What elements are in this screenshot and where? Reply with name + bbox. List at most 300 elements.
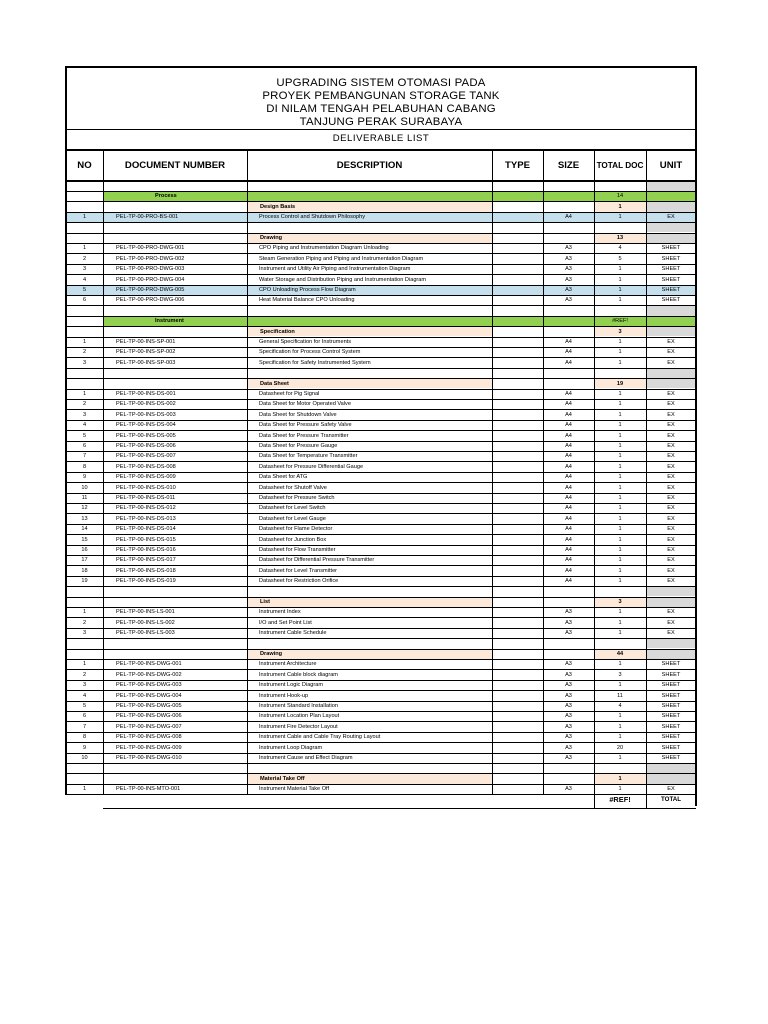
group-band (492, 317, 543, 326)
grid-line (65, 617, 696, 618)
row-description: Instrument Hook-up (259, 692, 309, 699)
row-total: 3 (618, 671, 622, 678)
subgroup-total: 19 (616, 380, 624, 387)
grid-line (65, 659, 696, 660)
row-no: 15 (81, 536, 88, 543)
row-size: A4 (565, 339, 572, 345)
row-description: Water Storage and Distribution Piping and Instrumentation Diagram (259, 276, 427, 283)
row-description: I/O and Set Point List (259, 619, 312, 626)
row-size: A3 (565, 744, 572, 751)
row-total: 1 (618, 297, 622, 304)
row-document-number: PEL-TP-00-INS-SP-003 (116, 359, 176, 366)
row-no: 2 (82, 619, 87, 626)
title-line-1: UPGRADING SISTEM OTOMASI PADA (276, 77, 486, 89)
row-document-number: PEL-TP-00-INS-DS-010 (116, 484, 176, 491)
group-name: Instrument (155, 318, 184, 325)
grand-total-label: TOTAL (660, 796, 682, 803)
title-line-4: TANJUNG PERAK SURABAYA (299, 116, 463, 128)
row-description: Instrument Logic Diagram (259, 682, 324, 689)
row-total: 1 (618, 432, 622, 439)
row-description: Steam Generation Piping and Piping and Instrumentation Diagram (259, 255, 424, 262)
row-no: 11 (81, 495, 88, 501)
row-size: A4 (565, 422, 572, 429)
row-description: Datasheet for Restriction Orifice (259, 578, 339, 585)
row-unit: EX (667, 630, 675, 637)
row-size: A4 (565, 474, 572, 481)
row-no: 4 (82, 692, 87, 699)
row-unit: SHEET (661, 671, 681, 678)
grid-line (65, 149, 696, 151)
row-total: 1 (618, 495, 622, 501)
row-size: A3 (565, 703, 572, 709)
row-size: A3 (565, 723, 572, 730)
grid-line (65, 430, 696, 431)
row-size: A3 (565, 630, 572, 637)
row-size: A3 (565, 713, 572, 720)
row-description: Datasheet for Level Gauge (259, 515, 326, 522)
row-document-number: PEL-TP-00-INS-DS-014 (116, 526, 176, 533)
row-total: 1 (618, 287, 622, 293)
row-document-number: PEL-TP-00-INS-DS-016 (116, 547, 176, 553)
row-size: A4 (565, 453, 572, 460)
row-total: 1 (618, 619, 622, 626)
row-size: A4 (565, 349, 572, 356)
row-document-number: PEL-TP-00-INS-DS-018 (116, 567, 176, 574)
row-description: Datasheet for Pressure Differential Gauge (259, 463, 364, 470)
subgroup-total: 44 (616, 651, 624, 657)
row-unit: SHEET (661, 723, 681, 730)
grid-line (65, 493, 696, 494)
header-type: TYPE (504, 159, 531, 171)
row-no: 2 (82, 401, 87, 408)
grid-line (65, 576, 696, 577)
subgroup-total: 1 (618, 203, 622, 210)
row-no: 18 (81, 567, 88, 574)
grid-line (65, 607, 696, 608)
row-no: 1 (82, 609, 87, 616)
grid-line (65, 357, 696, 358)
row-no: 3 (82, 682, 87, 689)
row-description: Instrument Standard Installation (259, 703, 338, 709)
row-no: 6 (82, 713, 87, 720)
row-document-number: PEL-TP-00-INS-LS-001 (116, 609, 175, 616)
row-no: 10 (81, 484, 88, 491)
row-document-number: PEL-TP-00-INS-DS-003 (116, 411, 176, 418)
row-no: 1 (82, 786, 87, 793)
row-description: Specification for Safety Instrumented System (259, 359, 371, 366)
row-size: A4 (565, 557, 572, 564)
row-document-number: PEL-TP-00-INS-LS-002 (116, 619, 175, 626)
row-total: 1 (618, 630, 622, 637)
row-unit: SHEET (661, 661, 681, 668)
row-unit: EX (667, 484, 675, 491)
row-document-number: PEL-TP-00-INS-DS-006 (116, 443, 176, 449)
row-unit: SHEET (661, 703, 681, 709)
row-no: 14 (81, 526, 88, 533)
row-size: A3 (565, 266, 572, 273)
row-unit: EX (667, 567, 675, 574)
row-total: 1 (618, 734, 622, 741)
grid-line (65, 409, 696, 410)
row-size: A3 (565, 734, 572, 741)
subgroup-total: 1 (618, 775, 622, 782)
row-unit: SHEET (661, 245, 681, 252)
row-document-number: PEL-TP-00-INS-DWG-005 (116, 703, 182, 709)
grid-line (65, 337, 696, 338)
row-document-number: PEL-TP-00-INS-DS-008 (116, 463, 176, 470)
row-total: 1 (618, 391, 622, 397)
row-unit: EX (667, 578, 675, 585)
row-size: A4 (565, 443, 572, 449)
row-total: 1 (618, 422, 622, 429)
title-line-2: PROYEK PEMBANGUNAN STORAGE TANK (262, 90, 500, 102)
row-no: 5 (82, 703, 87, 709)
row-document-number: PEL-TP-00-INS-DWG-004 (116, 692, 182, 699)
row-unit: EX (667, 339, 675, 345)
header-total-doc: TOTAL DOC (596, 160, 644, 170)
row-total: 1 (618, 609, 622, 616)
row-total: 1 (618, 567, 622, 574)
row-document-number: PEL-TP-00-INS-DS-012 (116, 505, 176, 512)
row-document-number: PEL-TP-00-PRO-BS-001 (116, 214, 179, 221)
grid-line (65, 586, 696, 587)
row-unit: EX (667, 515, 675, 522)
row-no: 1 (82, 391, 87, 397)
grid-line (65, 773, 696, 774)
row-size: A4 (565, 401, 572, 408)
grid-line (65, 524, 696, 525)
grid-line (65, 534, 696, 535)
row-document-number: PEL-TP-00-PRO-DWG-003 (116, 266, 185, 273)
unit-shade (646, 650, 696, 659)
row-document-number: PEL-TP-00-INS-DS-015 (116, 536, 176, 543)
grid-line (65, 389, 696, 390)
row-description: Instrument Loop Diagram (259, 744, 323, 751)
row-unit: EX (667, 411, 675, 418)
grid-line (65, 597, 696, 598)
row-total: 1 (618, 557, 622, 564)
subgroup-name: Material Take Off (260, 775, 305, 782)
row-document-number: PEL-TP-00-INS-DS-009 (116, 474, 176, 481)
row-total: 1 (618, 359, 622, 366)
row-document-number: PEL-TP-00-INS-DWG-010 (116, 755, 182, 761)
row-description: Data Sheet for Pressure Transmitter (259, 432, 349, 439)
unit-shade (646, 234, 696, 243)
row-size: A3 (565, 786, 572, 793)
row-no: 1 (82, 339, 87, 345)
row-no: 7 (82, 723, 87, 730)
row-total: 4 (618, 245, 622, 252)
row-total: 1 (618, 713, 622, 720)
row-total: 1 (618, 578, 622, 585)
group-band (646, 317, 696, 326)
row-no: 17 (81, 557, 88, 564)
row-no: 12 (81, 505, 88, 512)
row-no: 4 (82, 422, 87, 429)
row-document-number: PEL-TP-00-INS-DWG-001 (116, 661, 182, 668)
subgroup-total: 3 (618, 599, 622, 605)
row-description: Instrument Fire Detector Layout (259, 723, 338, 730)
row-document-number: PEL-TP-00-INS-DS-002 (116, 401, 176, 408)
row-description: CPO Piping and Instrumentation Diagram Unloading (259, 245, 389, 252)
row-no: 3 (82, 359, 87, 366)
row-total: 1 (618, 755, 622, 761)
row-size: A4 (565, 547, 572, 553)
grid-line (65, 794, 696, 795)
row-description: Data Sheet for Pressure Gauge (259, 443, 338, 449)
row-unit: SHEET (661, 287, 681, 293)
grid-line (65, 180, 696, 182)
row-unit: EX (667, 619, 675, 626)
row-size: A4 (565, 359, 572, 366)
row-description: Process Control and Shutdown Philosophy (259, 214, 366, 221)
row-no: 2 (82, 349, 87, 356)
unit-shade (646, 306, 696, 315)
row-document-number: PEL-TP-00-PRO-DWG-002 (116, 255, 185, 262)
grid-line (65, 378, 696, 379)
row-no: 16 (81, 547, 88, 553)
row-total: 1 (618, 349, 622, 356)
row-size: A4 (565, 536, 572, 543)
row-total: 1 (618, 515, 622, 522)
row-document-number: PEL-TP-00-INS-DS-001 (116, 391, 176, 397)
row-no: 6 (82, 443, 87, 449)
row-total: 1 (618, 266, 622, 273)
grid-line (65, 305, 696, 306)
row-size: A4 (565, 526, 572, 533)
grid-line (65, 316, 696, 317)
row-document-number: PEL-TP-00-INS-SP-002 (116, 349, 176, 356)
row-size: A3 (565, 619, 572, 626)
row-total: 1 (618, 723, 622, 730)
row-document-number: PEL-TP-00-INS-DS-005 (116, 432, 176, 439)
row-document-number: PEL-TP-00-INS-DS-019 (116, 578, 176, 585)
row-size: A4 (565, 432, 572, 439)
row-no: 3 (82, 630, 87, 637)
row-description: Data Sheet for Motor Operated Valve (259, 401, 351, 408)
row-no: 3 (82, 411, 87, 418)
row-size: A3 (565, 287, 572, 293)
row-total: 1 (618, 474, 622, 481)
row-description: Datasheet for Pressure Switch (259, 495, 335, 501)
unit-shade (646, 639, 696, 648)
grid-line (65, 441, 696, 442)
row-size: A3 (565, 255, 572, 262)
row-no: 6 (82, 297, 87, 304)
row-size: A4 (565, 567, 572, 574)
grid-line (65, 711, 696, 712)
grid-line (65, 66, 696, 68)
row-total: 1 (618, 401, 622, 408)
row-no: 8 (82, 463, 87, 470)
row-no: 5 (82, 287, 87, 293)
row-description: CPO Unloading Process Flow Diagram (259, 287, 356, 293)
row-size: A3 (565, 245, 572, 252)
grid-line (65, 420, 696, 421)
row-size: A3 (565, 661, 572, 668)
row-description: Specification for Process Control System (259, 349, 361, 356)
row-description: Instrument Architecture (259, 661, 317, 668)
grid-line (65, 742, 696, 743)
row-description: Instrument Material Take Off (259, 786, 330, 793)
row-unit: SHEET (661, 255, 681, 262)
row-unit: SHEET (661, 755, 681, 761)
row-unit: EX (667, 359, 675, 366)
row-size: A4 (565, 411, 572, 418)
row-unit: SHEET (661, 692, 681, 699)
grid-line (65, 513, 696, 514)
row-document-number: PEL-TP-00-INS-DS-007 (116, 453, 176, 460)
grid-line (65, 763, 696, 764)
row-total: 4 (618, 703, 622, 709)
grid-line (65, 545, 696, 546)
row-unit: SHEET (661, 266, 681, 273)
grid-line (65, 368, 696, 369)
row-document-number: PEL-TP-00-INS-DWG-008 (116, 734, 182, 741)
row-total: 1 (618, 682, 622, 689)
row-size: A4 (565, 578, 572, 585)
grid-line (65, 399, 696, 400)
grid-line (65, 628, 696, 629)
row-description: Instrument Cause and Effect Diagram (259, 755, 353, 761)
row-unit: EX (667, 547, 675, 553)
row-description: Data Sheet for Temperature Transmitter (259, 453, 358, 460)
grid-line (65, 201, 696, 202)
row-size: A3 (565, 682, 572, 689)
header-description: DESCRIPTION (336, 159, 403, 171)
row-total: 1 (618, 547, 622, 553)
grid-line (65, 243, 696, 244)
row-unit: EX (667, 401, 675, 408)
subgroup-total: 13 (616, 235, 624, 241)
row-no: 8 (82, 734, 87, 741)
grid-line (695, 66, 697, 806)
row-unit: EX (667, 495, 675, 501)
row-document-number: PEL-TP-00-PRO-DWG-004 (116, 276, 185, 283)
row-description: Data Sheet for Pressure Safety Valve (259, 422, 352, 429)
row-unit: EX (667, 349, 675, 356)
header-no: NO (77, 159, 92, 171)
row-description: Datasheet for Differential Pressure Transmitter (259, 557, 375, 564)
group-total: #REF! (612, 318, 628, 325)
row-no: 5 (82, 432, 87, 439)
row-unit: EX (667, 391, 675, 397)
grid-line (594, 795, 595, 808)
group-name: Process (155, 193, 177, 200)
row-no: 1 (82, 245, 87, 252)
grid-line (65, 212, 696, 213)
row-description: Instrument and Utility Air Piping and Instrumentation Diagram (259, 266, 411, 273)
row-total: 1 (618, 786, 622, 793)
group-band (543, 192, 594, 201)
row-unit: SHEET (661, 297, 681, 304)
row-total: 1 (618, 536, 622, 543)
row-unit: EX (667, 453, 675, 460)
grid-line (65, 680, 696, 681)
row-total: 1 (618, 526, 622, 533)
row-no: 1 (82, 661, 87, 668)
row-document-number: PEL-TP-00-PRO-DWG-005 (116, 287, 185, 293)
row-document-number: PEL-TP-00-INS-DWG-002 (116, 671, 182, 678)
grand-total-value: #REF! (609, 795, 631, 804)
row-size: A3 (565, 609, 572, 616)
row-description: Instrument Cable Schedule (259, 630, 327, 637)
row-document-number: PEL-TP-00-PRO-DWG-001 (116, 245, 185, 252)
grid-line (65, 732, 696, 733)
unit-shade (646, 327, 696, 336)
header-size: SIZE (557, 159, 580, 171)
row-size: A4 (565, 495, 572, 501)
grid-line (65, 472, 696, 473)
row-document-number: PEL-TP-00-INS-SP-001 (116, 339, 176, 345)
row-unit: SHEET (661, 276, 681, 283)
row-size: A3 (565, 276, 572, 283)
row-description: Instrument Location Plan Layout (259, 713, 340, 720)
row-unit: SHEET (661, 734, 681, 741)
row-no: 19 (81, 578, 88, 585)
grid-line (65, 129, 696, 130)
unit-shade (646, 598, 696, 607)
row-description: Datasheet for Shutoff Valve (259, 484, 327, 491)
grid-line (65, 347, 696, 348)
row-unit: EX (667, 214, 675, 221)
row-unit: EX (667, 463, 675, 470)
grid-line (65, 565, 696, 566)
subgroup-name: Specification (260, 328, 295, 335)
grid-line (65, 555, 696, 556)
row-total: 20 (616, 744, 624, 751)
row-total: 1 (618, 339, 622, 345)
grid-line (65, 649, 696, 650)
grid-line (65, 638, 696, 639)
row-unit: SHEET (661, 744, 681, 751)
row-document-number: PEL-TP-00-INS-MTO-001 (116, 786, 181, 793)
group-band (247, 317, 492, 326)
subtitle: DELIVERABLE LIST (332, 133, 430, 144)
header-document-number: DOCUMENT NUMBER (124, 159, 226, 171)
row-document-number: PEL-TP-00-INS-DS-011 (116, 495, 176, 501)
row-no: 7 (82, 453, 87, 460)
row-size: A3 (565, 755, 572, 761)
row-document-number: PEL-TP-00-INS-DWG-003 (116, 682, 182, 689)
grid-line (65, 295, 696, 296)
grid-line (65, 285, 696, 286)
row-size: A4 (565, 463, 572, 470)
row-unit: EX (667, 609, 675, 616)
unit-shade (646, 764, 696, 773)
row-unit: EX (667, 557, 675, 564)
row-document-number: PEL-TP-00-INS-DWG-009 (116, 744, 182, 751)
grid-line (646, 795, 647, 808)
grid-line (65, 503, 696, 504)
grid-line (65, 326, 696, 327)
row-total: 1 (618, 443, 622, 449)
unit-shade (646, 774, 696, 783)
row-size: A3 (565, 692, 572, 699)
row-unit: EX (667, 422, 675, 429)
row-total: 1 (618, 505, 622, 512)
group-band (543, 317, 594, 326)
row-size: A4 (565, 505, 572, 512)
row-size: A3 (565, 671, 572, 678)
row-unit: EX (667, 474, 675, 481)
row-total: 1 (618, 484, 622, 491)
grid-line (65, 701, 696, 702)
unit-shade (646, 587, 696, 596)
row-unit: SHEET (661, 682, 681, 689)
row-no: 1 (82, 214, 87, 221)
grid-line (65, 690, 696, 691)
